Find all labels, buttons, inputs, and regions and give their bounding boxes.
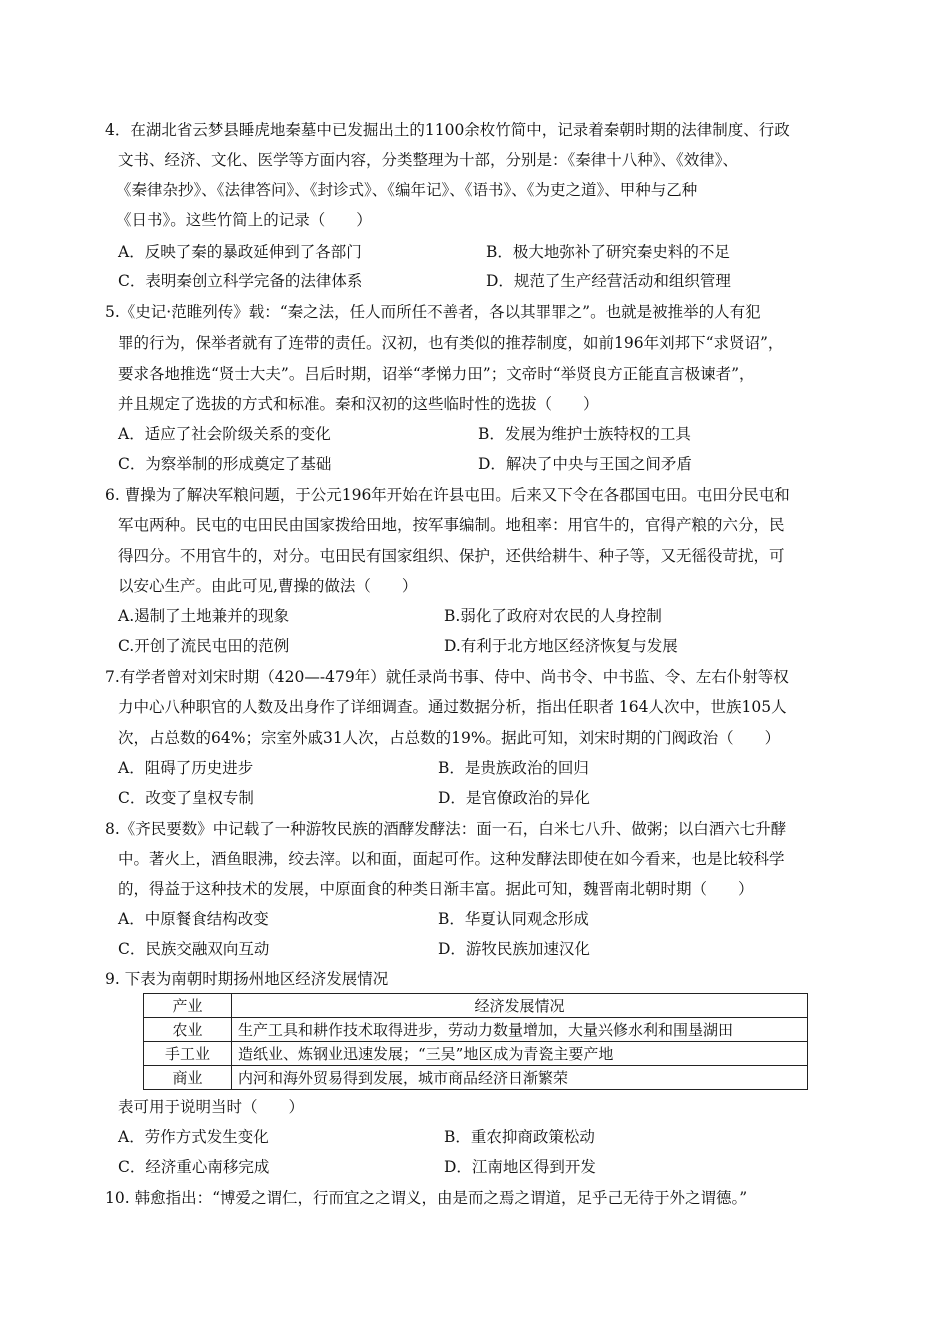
question-4-line-3: 《秦律杂抄》、《法律答问》、《封诊式》、《编年记》、《语书》、《为吏之道》、甲种与乙种 <box>116 181 698 199</box>
question-10-line-1: 10. 韩愈指出：“博爱之谓仁，行而宜之之谓义，由是而之焉之谓道，足乎己无待于外之谓德。” <box>105 1189 748 1207</box>
question-9-stem: 表可用于说明当时（ ） <box>118 1098 305 1116</box>
table-cell-industry: 农业 <box>144 1018 232 1042</box>
table-row <box>144 1042 808 1066</box>
question-7-line-1: 7.有学者曾对刘宋时期（420—-479年）就任录尚书事、侍中、尚书令、中书监、令、左右仆射等权 <box>105 668 789 686</box>
question-6-option-b[interactable]: B.弱化了政府对农民的人身控制 <box>444 607 662 625</box>
question-4-option-a[interactable]: A．反映了秦的暴政延伸到了各部门 <box>118 243 362 261</box>
question-8-line-3: 的，得益于这种技术的发展，中原面食的种类日渐丰富。据此可知，魏晋南北朝时期（ ） <box>118 880 754 898</box>
question-8-option-d[interactable]: D．游牧民族加速汉化 <box>438 940 590 958</box>
question-7-line-2: 力中心八种职官的人数及出身作了详细调查。通过数据分析，指出任职者 164人次中，世族105人 <box>118 698 787 716</box>
question-7-line-3: 次，占总数的64%；宗室外戚31人次，占总数的19%。据此可知，刘宋时期的门阀政治（ ） <box>118 729 781 747</box>
question-5-line-1: 5.《史记·范睢列传》载：“秦之法，任人而所任不善者，各以其罪罪之”。也就是被推举的人有犯 <box>105 303 761 321</box>
question-6-option-c[interactable]: C.开创了流民屯田的范例 <box>118 637 290 655</box>
table-cell-development: 造纸业、炼钢业迅速发展；“三吴”地区成为青瓷主要产地 <box>232 1042 808 1066</box>
question-7-option-a[interactable]: A．阻碍了历史进步 <box>118 759 254 777</box>
question-4-line-4: 《日书》。这些竹简上的记录（ ） <box>116 211 372 229</box>
question-9-option-b[interactable]: B．重农抑商政策松动 <box>444 1128 595 1146</box>
question-5-line-2: 罪的行为，保举者就有了连带的责任。汉初，也有类似的推荐制度，如前196年刘邦下“求贤诏”， <box>118 334 784 352</box>
question-9-intro: 9. 下表为南朝时期扬州地区经济发展情况 <box>105 970 389 988</box>
question-4-option-c[interactable]: C．表明秦创立科学完备的法律体系 <box>118 272 363 290</box>
question-4-option-d[interactable]: D．规范了生产经营活动和组织管理 <box>486 272 731 290</box>
question-6-line-2: 军屯两种。民屯的屯田民由国家拨给田地，按军事编制。地租率：用官牛的，官得产粮的六分，民 <box>118 516 785 534</box>
question-5-option-d[interactable]: D．解决了中央与王国之间矛盾 <box>478 455 692 473</box>
question-4-option-b[interactable]: B．极大地弥补了研究秦史料的不足 <box>486 243 730 261</box>
table-header-development: 经济发展情况 <box>232 994 808 1018</box>
question-7-option-d[interactable]: D．是官僚政治的异化 <box>438 789 590 807</box>
question-5-line-4: 并且规定了选拔的方式和标准。秦和汉初的这些临时性的选拔（ ） <box>118 395 599 413</box>
question-4-line-2: 文书、经济、文化、医学等方面内容，分类整理为十部，分别是：《秦律十八种》、《效律》、 <box>118 151 739 169</box>
question-6-option-a[interactable]: A.遏制了土地兼并的现象 <box>118 607 290 625</box>
question-9-option-c[interactable]: C．经济重心南移完成 <box>118 1158 270 1176</box>
question-5-option-a[interactable]: A．适应了社会阶级关系的变化 <box>118 425 331 443</box>
table-header-row <box>144 994 808 1018</box>
question-9-option-d[interactable]: D．江南地区得到开发 <box>444 1158 596 1176</box>
question-6-option-d[interactable]: D.有利于北方地区经济恢复与发展 <box>444 637 678 655</box>
economy-table <box>143 993 808 1090</box>
question-5-line-3: 要求各地推选“贤士大夫”。吕后时期，诏举“孝悌力田”；文帝时“举贤良方正能直言极谏者”， <box>118 365 755 383</box>
question-6-line-4: 以安心生产。由此可见,曹操的做法（ ） <box>118 577 418 595</box>
table-row <box>144 1066 808 1090</box>
question-8-option-c[interactable]: C．民族交融双向互动 <box>118 940 270 958</box>
question-7-option-b[interactable]: B．是贵族政治的回归 <box>438 759 589 777</box>
question-4-line-1: 4．在湖北省云梦县睡虎地秦墓中已发掘出土的1100余枚竹简中，记录着秦朝时期的法律制度、行政 <box>105 121 790 139</box>
table-cell-industry: 商业 <box>144 1066 232 1090</box>
question-8-option-b[interactable]: B．华夏认同观念形成 <box>438 910 589 928</box>
table-cell-development: 生产工具和耕作技术取得进步，劳动力数量增加，大量兴修水利和围垦湖田 <box>232 1018 808 1042</box>
table-cell-development: 内河和海外贸易得到发展，城市商品经济日渐繁荣 <box>232 1066 808 1090</box>
table-cell-industry: 手工业 <box>144 1042 232 1066</box>
question-5-option-c[interactable]: C．为察举制的形成奠定了基础 <box>118 455 332 473</box>
question-8-line-2: 中。著火上，酒鱼眼沸，绞去滓。以和面，面起可作。这种发酵法即使在如今看来，也是比较科学 <box>118 850 785 868</box>
table-header-industry: 产业 <box>144 994 232 1018</box>
question-8-line-1: 8.《齐民要数》中记载了一种游牧民族的酒酵发酵法：面一石，白米七八升、做粥；以白酒六七升酵 <box>105 820 787 838</box>
question-5-option-b[interactable]: B．发展为维护士族特权的工具 <box>478 425 691 443</box>
question-8-option-a[interactable]: A．中原餐食结构改变 <box>118 910 269 928</box>
question-6-line-1: 6. 曹操为了解决军粮问题，于公元196年开始在许县屯田。后来又下令在各郡国屯田。屯田分民屯和 <box>105 486 790 504</box>
question-9-option-a[interactable]: A．劳作方式发生变化 <box>118 1128 269 1146</box>
table-row <box>144 1018 808 1042</box>
question-7-option-c[interactable]: C．改变了皇权专制 <box>118 789 254 807</box>
question-6-line-3: 得四分。不用官牛的，对分。屯田民有国家组织、保护，还供给耕牛、种子等，又无徭役苛扰，可 <box>118 547 785 565</box>
